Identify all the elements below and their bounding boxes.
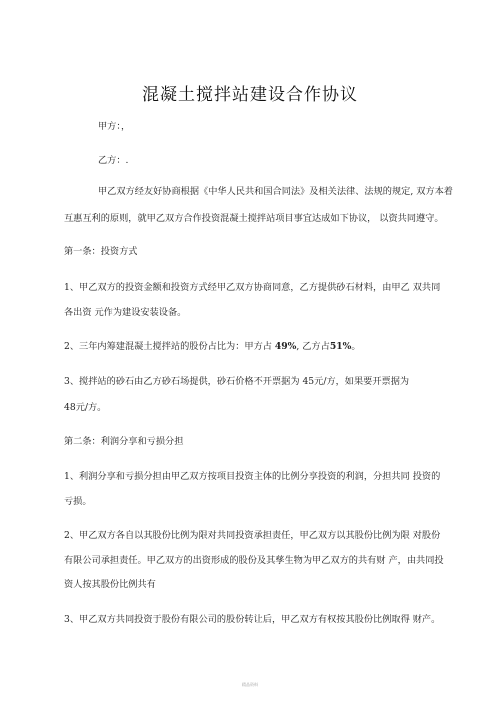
article-1-item-3-line-1: 3、搅拌站的砂石由乙方砂石场提供，砂石价格不开票据为 45元/方，如果要开票据为: [64, 376, 410, 387]
article-2-item-2-line-2: 有限公司承担责任。甲乙双方的出资形成的股份及其孳生物为甲乙双方的共有财 产，由共同投: [64, 555, 444, 566]
article-1-item-1-line-1: 1、甲乙双方的投资金额和投资方式经甲乙双方协商同意，乙方提供砂石材料，由甲乙 双共同: [64, 282, 441, 293]
intro-line-2: 互惠互利的原则，就甲乙双方合作投资混凝土搅拌站项目事宜达成如下协议， 以资共同遵守。: [64, 213, 444, 224]
party-a-share: 49%: [274, 341, 297, 352]
page-footer: 精品资料: [242, 682, 258, 687]
item-2-prefix: 2、三年内筹建混凝土搅拌站的股份占比为：甲方占: [64, 341, 275, 352]
article-2-item-2-line-3: 资人按其股份比例共有: [64, 579, 156, 590]
party-b-line: 乙方：.: [98, 155, 129, 166]
article-2-item-1-line-2: 亏损。: [64, 496, 92, 507]
item-2-end: 。: [351, 341, 361, 352]
article-1-item-1-line-2: 各出资 元作为建设安装设备。: [64, 307, 187, 318]
party-b-share: 51%: [329, 341, 352, 352]
article-2-item-2-line-1: 2、甲乙双方各自以其股份比例为限对共同投资承担责任，甲乙双方以其股份比例为限 对股份: [64, 530, 441, 541]
article-1-item-3-line-2: 48元/方。: [64, 402, 107, 413]
article-2-item-1-line-1: 1、利润分享和亏损分担由甲乙双方按项目投资主体的比例分享投资的利润，分担共同 投资的: [64, 471, 441, 482]
intro-line-1: 甲乙双方经友好协商根据《中华人民共和国合同法》及相关法律、法规的规定, 双方本着: [98, 186, 453, 197]
article-2-item-3-line-1: 3、甲乙双方共同投资于股份有限公司的股份转让后，甲乙双方有权按其股份比例取得 财产。: [64, 614, 441, 625]
item-2-middle: , 乙方占: [296, 341, 330, 352]
article-2-heading: 第二条：利润分享和亏损分担: [64, 436, 184, 447]
party-a-line: 甲方：，: [98, 121, 131, 132]
document-title: 混凝土搅拌站建设合作协议: [142, 85, 358, 105]
article-1-heading: 第一条：投资方式: [64, 246, 138, 257]
article-1-item-2: [64, 341, 361, 353]
